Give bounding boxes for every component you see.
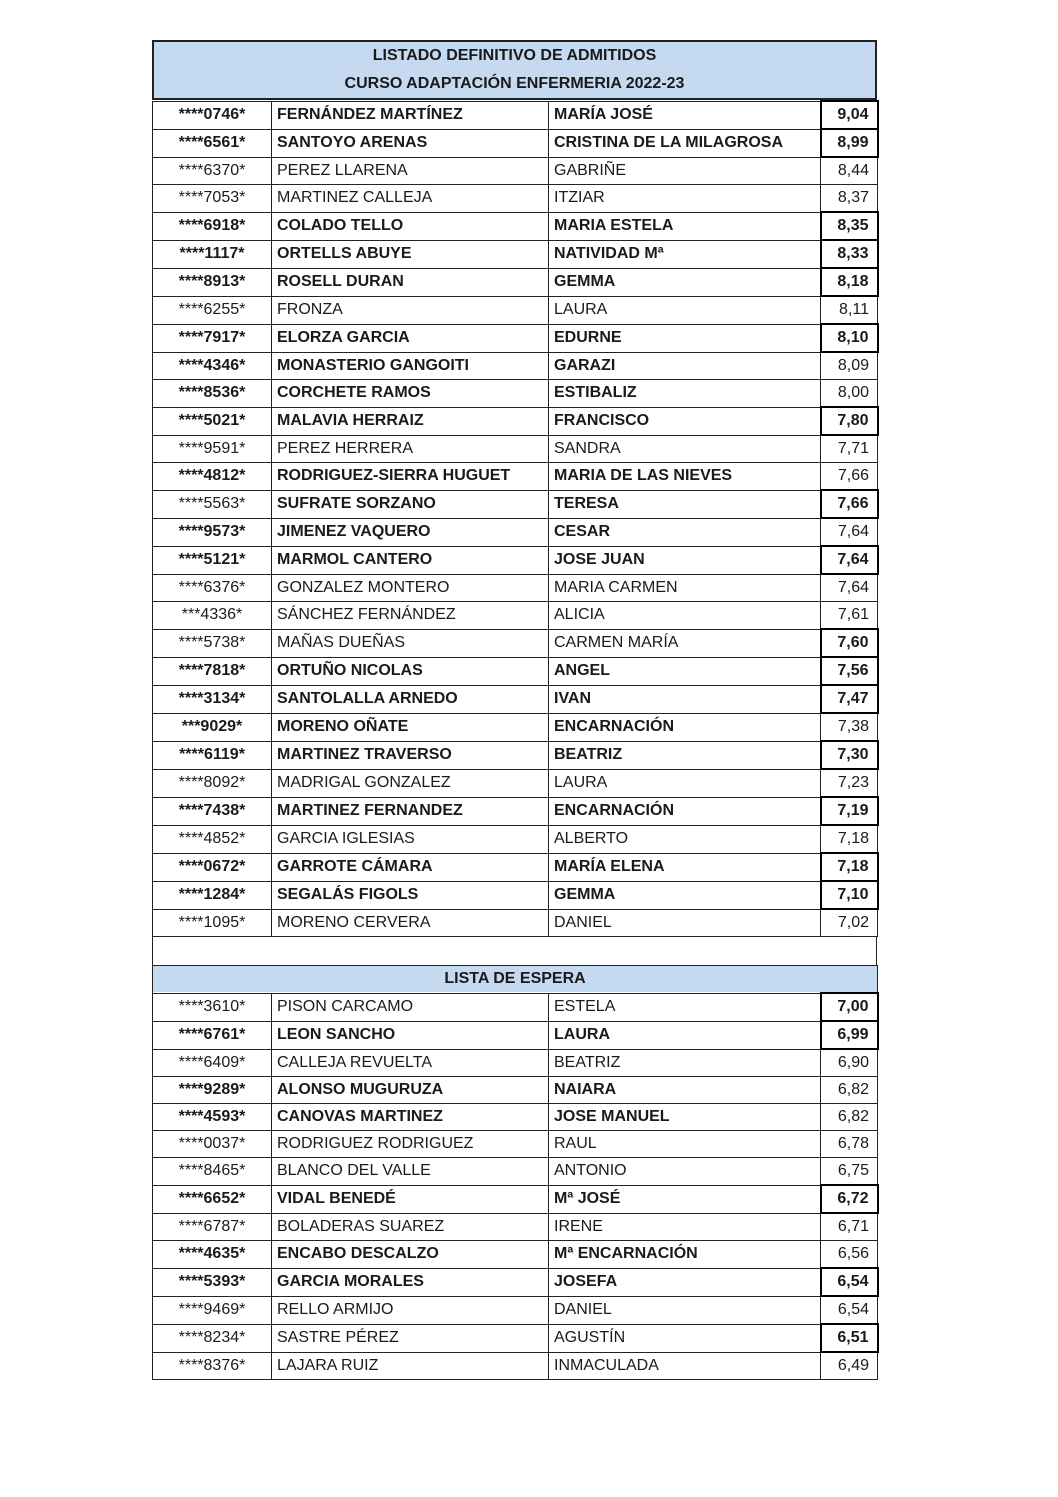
applicant-id: ****6370* — [153, 157, 272, 185]
table-row — [153, 324, 878, 352]
applicant-name: MARÍA JOSÉ — [549, 101, 821, 129]
applicant-id: ****9591* — [153, 435, 272, 463]
applicant-name: Mª JOSÉ — [549, 1185, 821, 1213]
table-row — [153, 380, 878, 408]
applicant-name: GARAZI — [549, 352, 821, 380]
applicant-id: ****7053* — [153, 185, 272, 213]
applicant-name: TERESA — [549, 490, 821, 518]
applicant-score: 7,61 — [821, 602, 878, 630]
applicant-id: ****5393* — [153, 1268, 272, 1296]
applicant-score: 8,00 — [821, 380, 878, 408]
applicant-score: 6,78 — [821, 1131, 878, 1158]
table-row — [153, 713, 878, 741]
applicant-surname: SUFRATE SORZANO — [272, 490, 549, 518]
applicant-surname: SEGALÁS FIGOLS — [272, 881, 549, 909]
applicant-score: 6,82 — [821, 1077, 878, 1104]
table-row — [153, 1077, 878, 1104]
applicant-id: ***9029* — [153, 713, 272, 741]
applicant-surname: ELORZA GARCIA — [272, 324, 549, 352]
applicant-id: ****1117* — [153, 240, 272, 268]
applicant-score: 8,44 — [821, 157, 878, 185]
applicant-name: NATIVIDAD Mª — [549, 240, 821, 268]
applicant-name: ANTONIO — [549, 1158, 821, 1186]
applicant-name: MARIA CARMEN — [549, 574, 821, 602]
applicant-surname: MORENO CERVERA — [272, 909, 549, 937]
list-title-header — [152, 40, 877, 100]
applicant-id: ****1095* — [153, 909, 272, 937]
table-row — [153, 1296, 878, 1324]
applicant-id: ****6409* — [153, 1049, 272, 1077]
applicant-surname: PISON CARCAMO — [272, 993, 549, 1021]
applicant-id: ****4635* — [153, 1241, 272, 1269]
applicant-score: 7,64 — [821, 518, 878, 546]
applicant-name: GEMMA — [549, 268, 821, 296]
applicant-surname: SANTOYO ARENAS — [272, 129, 549, 157]
applicant-id: ****6918* — [153, 212, 272, 240]
applicant-score: 7,23 — [821, 769, 878, 797]
applicant-name: LAURA — [549, 769, 821, 797]
applicant-name: MARIA ESTELA — [549, 212, 821, 240]
applicant-name: LAURA — [549, 296, 821, 324]
table-row — [153, 853, 878, 881]
applicant-id: ****8536* — [153, 380, 272, 408]
admitted-table-body — [153, 101, 878, 937]
table-row — [153, 1104, 878, 1131]
applicant-surname: PEREZ HERRERA — [272, 435, 549, 463]
table-row — [153, 602, 878, 630]
table-row — [153, 212, 878, 240]
applicant-id: ****8376* — [153, 1352, 272, 1380]
applicant-name: BEATRIZ — [549, 1049, 821, 1077]
applicant-score: 7,10 — [821, 881, 878, 909]
applicant-id: ****6561* — [153, 129, 272, 157]
table-row — [153, 352, 878, 380]
table-row — [153, 435, 878, 463]
applicant-surname: ENCABO DESCALZO — [272, 1241, 549, 1269]
applicant-id: ****6761* — [153, 1021, 272, 1049]
table-row — [153, 1213, 878, 1241]
applicant-score: 7,66 — [821, 490, 878, 518]
table-row — [153, 657, 878, 685]
table-row — [153, 1049, 878, 1077]
applicant-id: ****5738* — [153, 629, 272, 657]
admitted-table — [152, 100, 879, 937]
applicant-name: ESTIBALIZ — [549, 380, 821, 408]
applicant-id: ****4346* — [153, 352, 272, 380]
table-row — [153, 129, 878, 157]
applicant-name: JOSE JUAN — [549, 546, 821, 574]
applicant-score: 6,49 — [821, 1352, 878, 1380]
waitlist-header-row — [153, 966, 878, 994]
applicant-score: 6,99 — [821, 1021, 878, 1049]
applicant-id: ****9469* — [153, 1296, 272, 1324]
table-row — [153, 463, 878, 491]
applicant-surname: RODRIGUEZ RODRIGUEZ — [272, 1131, 549, 1158]
applicant-id: ****5121* — [153, 546, 272, 574]
applicant-id: ****8092* — [153, 769, 272, 797]
applicant-id: ***4336* — [153, 602, 272, 630]
applicant-score: 7,30 — [821, 741, 878, 769]
applicant-name: ESTELA — [549, 993, 821, 1021]
applicant-score: 9,04 — [821, 101, 878, 129]
applicant-id: ****9289* — [153, 1077, 272, 1104]
applicant-surname: ALONSO MUGURUZA — [272, 1077, 549, 1104]
applicant-surname: MAÑAS DUEÑAS — [272, 629, 549, 657]
applicant-id: ****5021* — [153, 407, 272, 435]
table-row — [153, 1241, 878, 1269]
table-row — [153, 157, 878, 185]
applicant-score: 8,18 — [821, 268, 878, 296]
applicant-name: ITZIAR — [549, 185, 821, 213]
applicant-surname: CANOVAS MARTINEZ — [272, 1104, 549, 1131]
applicant-score: 6,56 — [821, 1241, 878, 1269]
document — [152, 40, 877, 1380]
applicant-score: 6,54 — [821, 1268, 878, 1296]
table-row — [153, 574, 878, 602]
applicant-surname: BOLADERAS SUAREZ — [272, 1213, 549, 1241]
applicant-name: BEATRIZ — [549, 741, 821, 769]
applicant-score: 7,56 — [821, 657, 878, 685]
applicant-surname: GARCIA IGLESIAS — [272, 825, 549, 853]
applicant-surname: SANTOLALLA ARNEDO — [272, 685, 549, 713]
table-row — [153, 546, 878, 574]
table-row — [153, 825, 878, 853]
applicant-score: 7,18 — [821, 853, 878, 881]
applicant-score: 7,18 — [821, 825, 878, 853]
applicant-id: ****5563* — [153, 490, 272, 518]
applicant-id: ****6787* — [153, 1213, 272, 1241]
applicant-id: ****7438* — [153, 797, 272, 825]
applicant-surname: ORTELLS ABUYE — [272, 240, 549, 268]
applicant-score: 7,47 — [821, 685, 878, 713]
applicant-id: ****8913* — [153, 268, 272, 296]
applicant-name: MARIA DE LAS NIEVES — [549, 463, 821, 491]
applicant-name: AGUSTÍN — [549, 1324, 821, 1352]
applicant-name: NAIARA — [549, 1077, 821, 1104]
applicant-surname: JIMENEZ VAQUERO — [272, 518, 549, 546]
applicant-id: ****9573* — [153, 518, 272, 546]
applicant-score: 8,37 — [821, 185, 878, 213]
table-row — [153, 407, 878, 435]
applicant-score: 8,09 — [821, 352, 878, 380]
table-row — [153, 769, 878, 797]
applicant-name: RAUL — [549, 1131, 821, 1158]
waitlist-table-body — [153, 966, 878, 1380]
table-row — [153, 101, 878, 129]
applicant-id: ****4593* — [153, 1104, 272, 1131]
applicant-surname: MADRIGAL GONZALEZ — [272, 769, 549, 797]
applicant-surname: GONZALEZ MONTERO — [272, 574, 549, 602]
table-row — [153, 518, 878, 546]
applicant-id: ****3134* — [153, 685, 272, 713]
applicant-id: ****8234* — [153, 1324, 272, 1352]
table-row — [153, 797, 878, 825]
applicant-score: 7,19 — [821, 797, 878, 825]
table-row — [153, 1324, 878, 1352]
applicant-surname: MONASTERIO GANGOITI — [272, 352, 549, 380]
applicant-surname: FERNÁNDEZ MARTÍNEZ — [272, 101, 549, 129]
applicant-surname: MALAVIA HERRAIZ — [272, 407, 549, 435]
applicant-id: ****0672* — [153, 853, 272, 881]
applicant-id: ****6652* — [153, 1185, 272, 1213]
waitlist-title: LISTA DE ESPERA — [153, 966, 878, 994]
applicant-name: Mª ENCARNACIÓN — [549, 1241, 821, 1269]
applicant-score: 7,80 — [821, 407, 878, 435]
applicant-name: DANIEL — [549, 1296, 821, 1324]
applicant-name: ALBERTO — [549, 825, 821, 853]
applicant-score: 6,71 — [821, 1213, 878, 1241]
applicant-surname: SASTRE PÉREZ — [272, 1324, 549, 1352]
title-line-1: LISTADO DEFINITIVO DE ADMITIDOS — [372, 47, 657, 64]
applicant-score: 8,11 — [821, 296, 878, 324]
applicant-score: 6,54 — [821, 1296, 878, 1324]
applicant-id: ****4812* — [153, 463, 272, 491]
applicant-name: CESAR — [549, 518, 821, 546]
applicant-id: ****6255* — [153, 296, 272, 324]
applicant-score: 7,60 — [821, 629, 878, 657]
applicant-score: 7,66 — [821, 463, 878, 491]
applicant-surname: MARTINEZ CALLEJA — [272, 185, 549, 213]
table-row — [153, 741, 878, 769]
table-row — [153, 1021, 878, 1049]
applicant-id: ****7818* — [153, 657, 272, 685]
applicant-name: JOSE MANUEL — [549, 1104, 821, 1131]
applicant-surname: FRONZA — [272, 296, 549, 324]
applicant-surname: LEON SANCHO — [272, 1021, 549, 1049]
table-row — [153, 881, 878, 909]
applicant-name: EDURNE — [549, 324, 821, 352]
applicant-score: 8,10 — [821, 324, 878, 352]
applicant-id: ****6376* — [153, 574, 272, 602]
applicant-name: IRENE — [549, 1213, 821, 1241]
applicant-name: ENCARNACIÓN — [549, 797, 821, 825]
applicant-score: 8,35 — [821, 212, 878, 240]
applicant-id: ****0037* — [153, 1131, 272, 1158]
applicant-surname: RODRIGUEZ-SIERRA HUGUET — [272, 463, 549, 491]
applicant-score: 7,38 — [821, 713, 878, 741]
table-row — [153, 993, 878, 1021]
applicant-surname: CORCHETE RAMOS — [272, 380, 549, 408]
applicant-surname: CALLEJA REVUELTA — [272, 1049, 549, 1077]
applicant-surname: LAJARA RUIZ — [272, 1352, 549, 1380]
table-row — [153, 1268, 878, 1296]
table-row — [153, 1185, 878, 1213]
applicant-surname: BLANCO DEL VALLE — [272, 1158, 549, 1186]
applicant-score: 7,64 — [821, 546, 878, 574]
applicant-id: ****1284* — [153, 881, 272, 909]
applicant-score: 6,82 — [821, 1104, 878, 1131]
applicant-name: INMACULADA — [549, 1352, 821, 1380]
waitlist-table — [152, 965, 879, 1380]
table-row — [153, 240, 878, 268]
applicant-name: DANIEL — [549, 909, 821, 937]
applicant-name: MARÍA ELENA — [549, 853, 821, 881]
applicant-surname: GARROTE CÁMARA — [272, 853, 549, 881]
applicant-score: 6,72 — [821, 1185, 878, 1213]
applicant-score: 8,33 — [821, 240, 878, 268]
applicant-name: GABRIÑE — [549, 157, 821, 185]
applicant-id: ****8465* — [153, 1158, 272, 1186]
applicant-score: 6,90 — [821, 1049, 878, 1077]
applicant-surname: VIDAL BENEDÉ — [272, 1185, 549, 1213]
applicant-score: 7,64 — [821, 574, 878, 602]
applicant-surname: COLADO TELLO — [272, 212, 549, 240]
applicant-id: ****6119* — [153, 741, 272, 769]
table-row — [153, 909, 878, 937]
applicant-name: GEMMA — [549, 881, 821, 909]
applicant-surname: ROSELL DURAN — [272, 268, 549, 296]
applicant-score: 7,71 — [821, 435, 878, 463]
applicant-score: 8,99 — [821, 129, 878, 157]
table-row — [153, 1131, 878, 1158]
applicant-id: ****7917* — [153, 324, 272, 352]
applicant-name: ANGEL — [549, 657, 821, 685]
applicant-name: ENCARNACIÓN — [549, 713, 821, 741]
applicant-name: LAURA — [549, 1021, 821, 1049]
applicant-surname: MARMOL CANTERO — [272, 546, 549, 574]
applicant-name: CRISTINA DE LA MILAGROSA — [549, 129, 821, 157]
applicant-name: IVAN — [549, 685, 821, 713]
applicant-surname: MARTINEZ FERNANDEZ — [272, 797, 549, 825]
table-row — [153, 185, 878, 213]
applicant-surname: SÁNCHEZ FERNÁNDEZ — [272, 602, 549, 630]
table-row — [153, 685, 878, 713]
applicant-score: 6,75 — [821, 1158, 878, 1186]
applicant-surname: GARCIA MORALES — [272, 1268, 549, 1296]
applicant-name: ALICIA — [549, 602, 821, 630]
table-row — [153, 1352, 878, 1380]
applicant-surname: PEREZ LLARENA — [272, 157, 549, 185]
applicant-surname: MARTINEZ TRAVERSO — [272, 741, 549, 769]
applicant-id: ****4852* — [153, 825, 272, 853]
table-row — [153, 268, 878, 296]
applicant-surname: RELLO ARMIJO — [272, 1296, 549, 1324]
applicant-surname: ORTUÑO NICOLAS — [272, 657, 549, 685]
title-line-2: CURSO ADAPTACIÓN ENFERMERIA 2022-23 — [344, 75, 685, 92]
section-gap — [152, 937, 877, 965]
table-row — [153, 1158, 878, 1186]
applicant-id: ****3610* — [153, 993, 272, 1021]
table-row — [153, 296, 878, 324]
applicant-score: 7,00 — [821, 993, 878, 1021]
applicant-name: CARMEN MARÍA — [549, 629, 821, 657]
applicant-name: FRANCISCO — [549, 407, 821, 435]
applicant-id: ****0746* — [153, 101, 272, 129]
applicant-name: JOSEFA — [549, 1268, 821, 1296]
table-row — [153, 490, 878, 518]
applicant-surname: MORENO OÑATE — [272, 713, 549, 741]
applicant-score: 7,02 — [821, 909, 878, 937]
applicant-name: SANDRA — [549, 435, 821, 463]
applicant-score: 6,51 — [821, 1324, 878, 1352]
table-row — [153, 629, 878, 657]
